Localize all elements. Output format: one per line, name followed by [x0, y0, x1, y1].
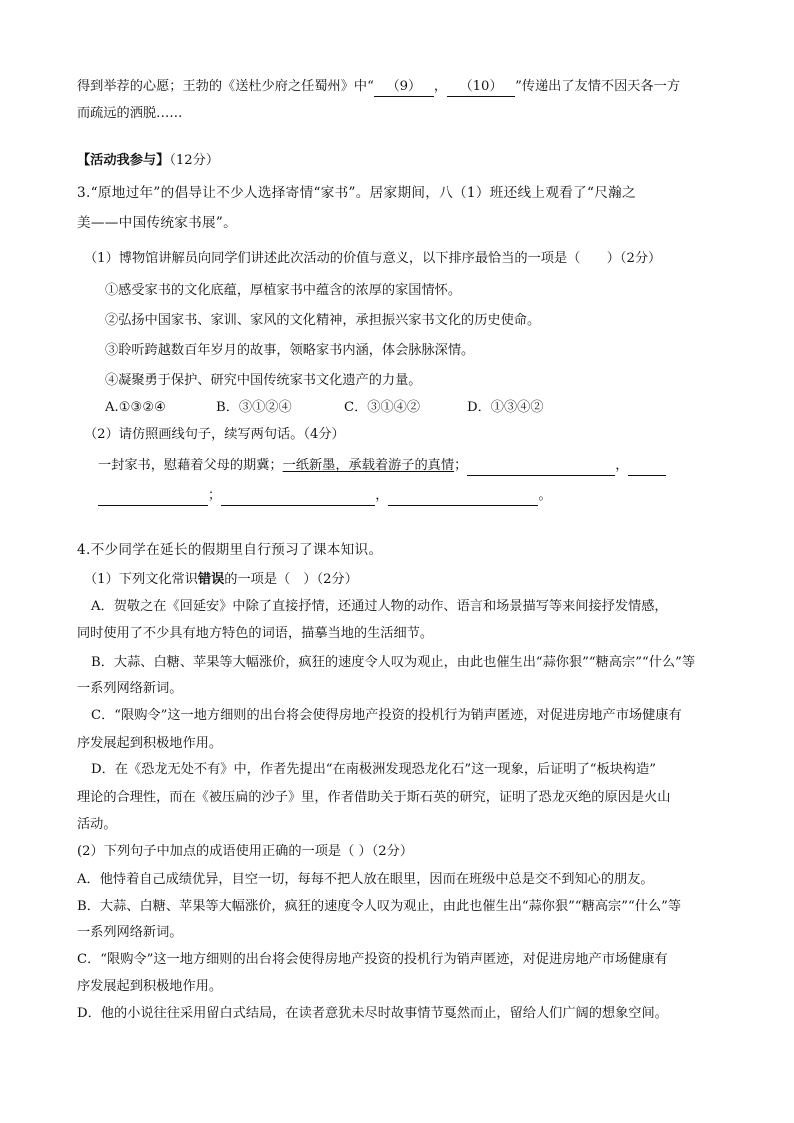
q4-sub2: (2）下列句子中加点的成语使用正确的一项是（ ）（2分）: [77, 844, 414, 859]
q4-2-option-d: D．他的小说往往采用留白式结局，在读者意犹未尽时故事情节戛然而止，留给人们广阔的想象空间。: [77, 1006, 668, 1021]
q3-sub1: （1）博物馆讲解员向同学们讲述此次活动的价值与意义，以下排序最恰当的一项是（ ）（2分）: [84, 251, 662, 266]
q4-2-option-b-line-2: 一系列网络新词。: [77, 925, 183, 940]
q3-comma-2: ，: [375, 488, 389, 503]
intro-text-2: 而疏远的洒脱……: [77, 106, 183, 121]
q3-sentence-line-2: [98, 487, 552, 506]
q3-period: 。: [538, 488, 552, 503]
q4-2-option-c-line-2: 序发展起到积极地作用。: [77, 979, 223, 994]
q3-option-b: B．③①②④: [216, 400, 292, 415]
section-heading: [77, 152, 219, 170]
q4-1-option-c-line-1: C．“限购令”这一地方细则的出台将会使得房地产投资的投机行为销声匿迹，对促进房地产市场健康有: [91, 708, 682, 723]
q3-option-c: C．③①④②: [344, 400, 421, 415]
q3-item-3: ③聆听跨越数百年岁月的故事，领略家书内涵，体会脉脉深情。: [105, 343, 475, 358]
q4-sub1-bold: 错误: [197, 572, 225, 587]
q4-2-option-c-line-1: C．“限购令”这一地方细则的出台将会使得房地产投资的投机行为销声匿迹，对促进房地产市场健康有: [77, 952, 668, 967]
q4-sub1-post: 的一项是（ ）（2分）: [224, 572, 358, 587]
q3-stem-2: 美——中国传统家书展”。: [77, 215, 238, 231]
q3-item-2: ②弘扬中国家书、家训、家风的文化精神，承担振兴家书文化的历史使命。: [105, 313, 541, 328]
q4-sub1-pre: （1）下列文化常识: [84, 572, 198, 587]
q3-item-1: ①感受家书的文化底蕴，厚植家书中蕴含的浓厚的家国情怀。: [105, 283, 462, 298]
q3-underlined-sentence: 一纸新墨，承载着游子的真情: [282, 458, 455, 473]
answer-blank-10: （10）: [447, 78, 515, 97]
q4-1-option-d-line-2: 理论的合理性，而在《被压扁的沙子》里，作者借助关于斯石英的研究，证明了恐龙灭绝的原因是火山: [77, 790, 671, 805]
q3-semicolon: ；: [208, 488, 222, 503]
intro-line-2: [77, 105, 183, 123]
fill-blank-1[interactable]: [467, 457, 615, 476]
fill-blank-5[interactable]: [388, 487, 538, 506]
q3-option-d: D．①③④②: [467, 400, 544, 415]
q3-sentence-pre: 一封家书，慰藉着父母的期冀；: [98, 458, 283, 473]
intro-sep: ，: [433, 79, 448, 94]
q4-1-option-a-line-1: A．贺敬之在《回延安》中除了直接抒情，还通过人物的动作、语言和场景描写等来间接抒发情感，: [91, 599, 668, 614]
q4-sub1: [84, 571, 358, 589]
q4-1-option-b-line-1: B．大蒜、白糖、苹果等大幅涨价，疯狂的速度令人叹为观止，由此也催生出“蒜你狠”“糖高宗”“什么”等: [91, 655, 696, 670]
q4-2-option-a: A．他恃着自己成绩优异，目空一切，每每不把人放在眼里，因而在班级中总是交不到知心的朋友。: [77, 872, 654, 887]
intro-line-1: [77, 78, 680, 97]
q3-item-4: ④凝聚勇于保护、研究中国传统家书文化遗产的力量。: [105, 373, 422, 388]
intro-text-pre: 得到举荐的心愿；王勃的《送杜少府之任蜀州》中“: [77, 79, 374, 94]
intro-text-post: ”传递出了友情不因天各一方: [515, 79, 681, 94]
q3-sub2: （2）请仿照画线句子，续写两句话。（4分）: [84, 427, 345, 442]
fill-blank-2[interactable]: [628, 457, 666, 476]
fill-blank-4[interactable]: [221, 487, 375, 506]
q4-1-option-d-line-3: 活动。: [77, 817, 117, 832]
q4-1-option-d-line-1: D．在《恐龙无处不有》中，作者先提出“在南极洲发现恐龙化石”这一现象，后证明了“板块构造”: [91, 762, 657, 777]
section-title: 【活动我参与】: [77, 153, 170, 168]
q4-1-option-c-line-2: 序发展起到积极地作用。: [77, 736, 223, 751]
q4-1-option-b-line-2: 一系列网络新词。: [77, 681, 183, 696]
fill-blank-3[interactable]: [98, 487, 208, 506]
q4-2-option-b-line-1: B．大蒜、白糖、苹果等大幅涨价，疯狂的速度令人叹为观止，由此也催生出“蒜你狠”“糖高宗”“什么”等: [77, 899, 682, 914]
q3-comma: ，: [615, 458, 629, 473]
q3-sentence-line-1: [98, 457, 666, 476]
q3-sentence-post: ；: [454, 458, 468, 473]
q3-option-a: A.①③②④: [105, 400, 167, 415]
q4-1-option-a-line-2: 同时使用了不少具有地方特色的词语，描摹当地的生活细节。: [77, 626, 434, 641]
section-score: （12分）: [169, 153, 220, 168]
q4-stem: 4.不少同学在延长的假期里自行预习了课本知识。: [77, 542, 383, 558]
q3-stem-1: 3.“原地过年”的倡导让不少人选择寄情“家书”。居家期间，八（1）班还线上观看了“尺瀚之: [77, 185, 636, 201]
answer-blank-9: （9）: [374, 78, 434, 97]
